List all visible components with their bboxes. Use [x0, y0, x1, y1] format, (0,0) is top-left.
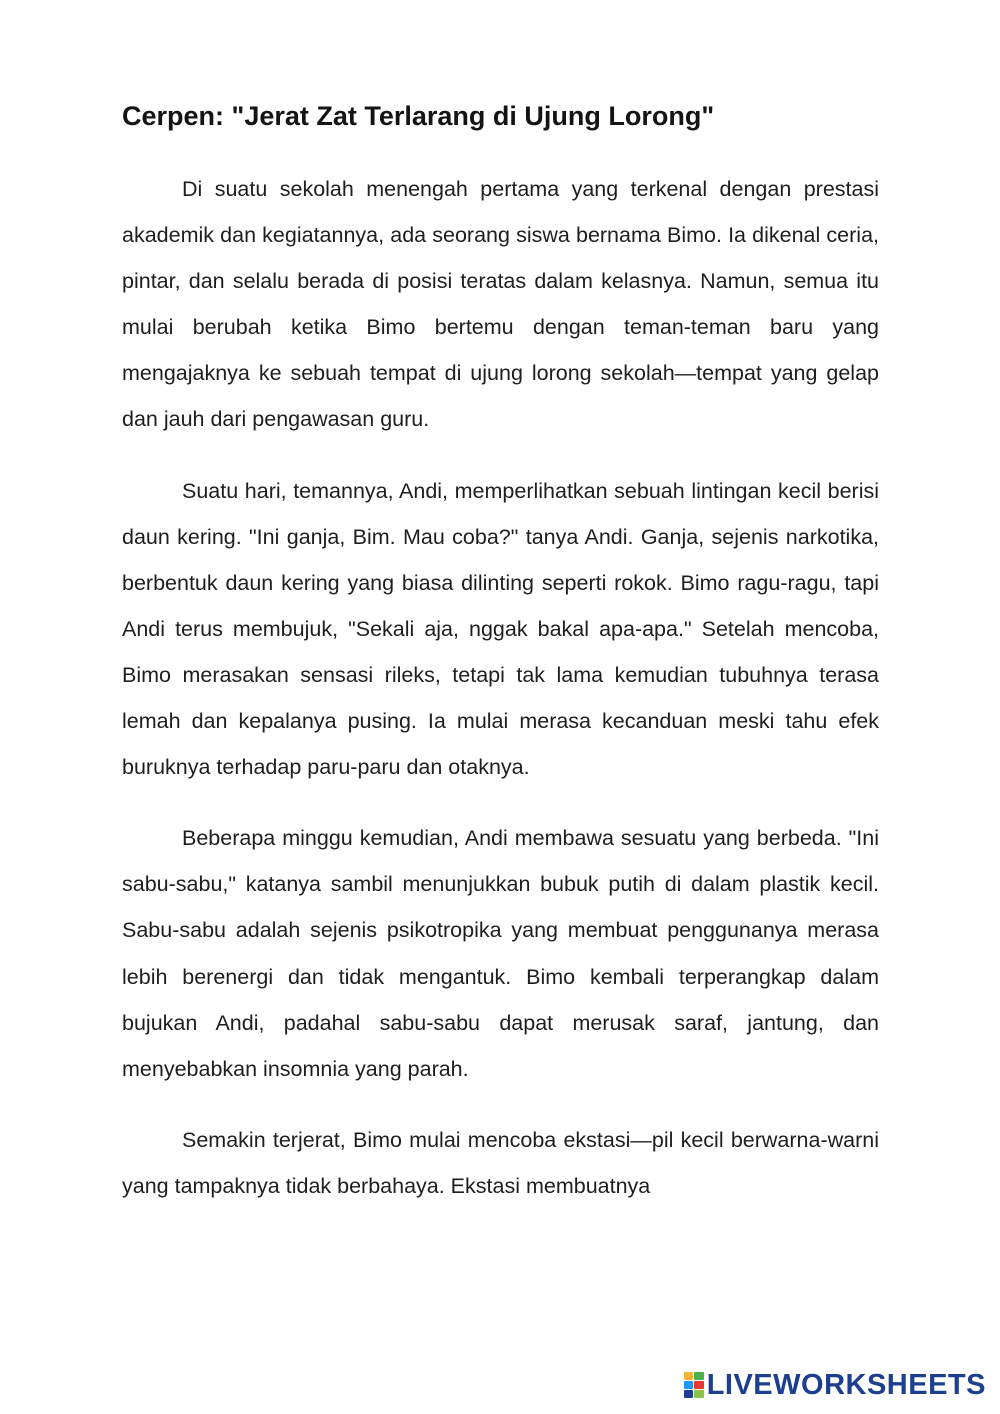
paragraph-3: Beberapa minggu kemudian, Andi membawa sesuatu yang berbeda. "Ini sabu-sabu," katanya sambil menunjukkan bubuk putih di dalam plastik kecil. Sabu-sabu adalah sejenis psikotropika yang membuat penggunanya merasa lebih berenergi dan tidak mengantuk. Bimo kembali terperangkap dalam bujukan Andi, padahal sabu-sabu dapat merusak saraf, jantung, dan menyebabkan insomnia yang parah.: [122, 826, 879, 1081]
story-title: Cerpen: "Jerat Zat Terlarang di Ujung Lorong": [122, 101, 715, 131]
brand-name: LIVEWORKSHEETS: [706, 1369, 986, 1401]
logo-tile-1: [684, 1372, 694, 1380]
paragraph-2: Suatu hari, temannya, Andi, memperlihatkan sebuah lintingan kecil berisi daun kering. "Ini ganja, Bim. Mau coba?" tanya Andi. Ganja, sejenis narkotika, berbentuk daun kering yang biasa dilinting seperti rokok. Bimo ragu-ragu, tapi Andi terus membujuk, "Sekali aja, nggak bakal apa-apa." Setelah mencoba, Bimo merasakan sensasi rileks, tetapi tak lama kemudian tubuhnya terasa lemah dan kepalanya pusing. Ia mulai merasa kecanduan meski tahu efek buruknya terhadap paru-paru dan otaknya.: [122, 478, 879, 780]
worksheet-page: [122, 96, 879, 1234]
liveworksheets-logo-icon: [684, 1372, 704, 1398]
paragraph-1: Di suatu sekolah menengah pertama yang terkenal dengan prestasi akademik dan kegiatannya, ada seorang siswa bernama Bimo. Ia dikenal ceria, pintar, dan selalu berada di posisi teratas dalam kelasnya. Namun, semua itu mulai berubah ketika Bimo bertemu dengan teman-teman baru yang mengajaknya ke sebuah tempat di ujung lorong sekolah—tempat yang gelap dan jauh dari pengawasan guru.: [122, 177, 879, 432]
logo-tile-4: [694, 1381, 704, 1389]
liveworksheets-brand[interactable]: [684, 1370, 986, 1400]
logo-tile-6: [694, 1390, 704, 1398]
logo-tile-3: [684, 1381, 694, 1389]
logo-tile-5: [684, 1390, 694, 1398]
logo-tile-2: [694, 1372, 704, 1380]
paragraph-4: Semakin terjerat, Bimo mulai mencoba ekstasi—pil kecil berwarna-warni yang tampaknya tidak berbahaya. Ekstasi membuatnya: [122, 1127, 879, 1198]
